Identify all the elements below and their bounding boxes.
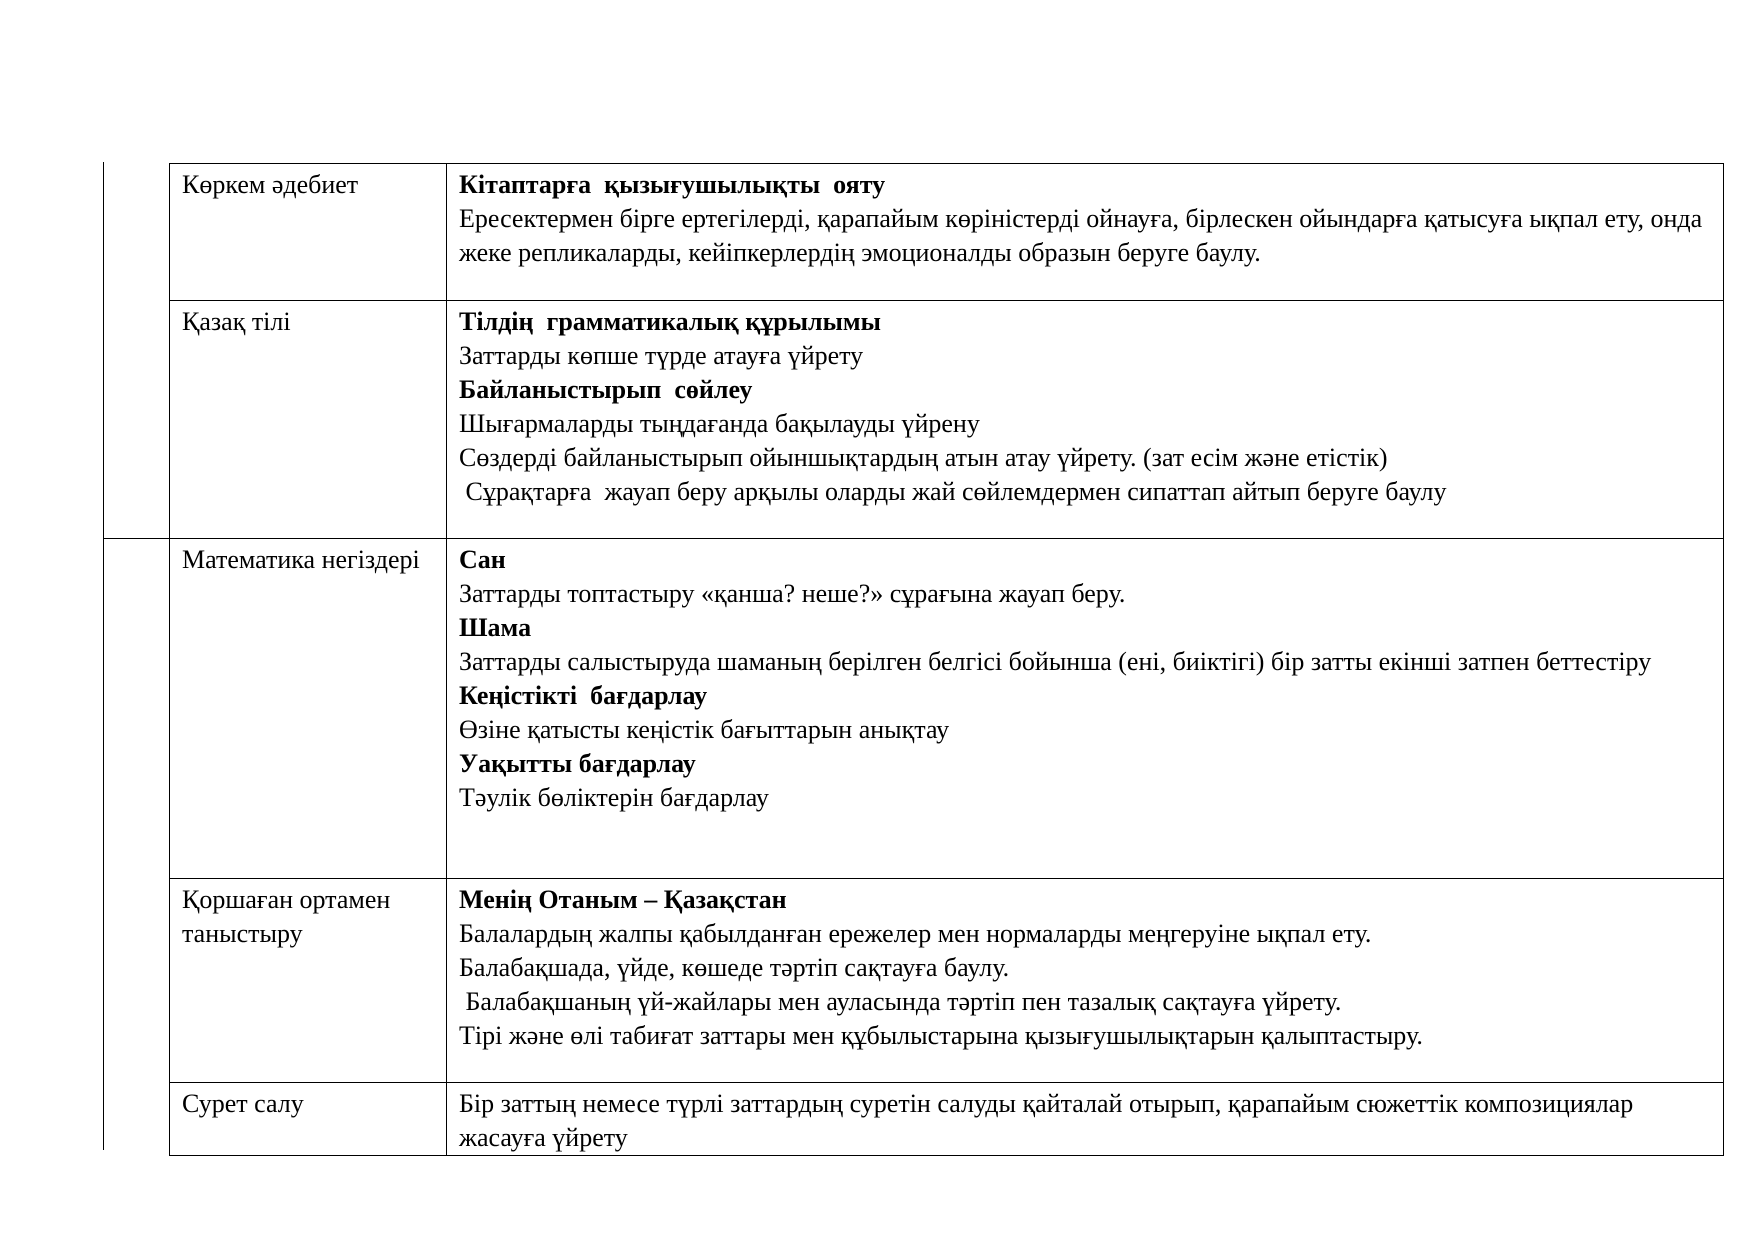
- section-heading: Менің Отаным – Қазақстан: [459, 885, 787, 914]
- section-heading: Кітаптарға қызығушылықты ояту: [459, 170, 886, 199]
- content-line: Тәулік бөліктерін бағдарлау: [459, 783, 769, 812]
- content-line: Заттарды топтастыру «қанша? неше?» сұрағына жауап беру.: [459, 579, 1126, 608]
- section-heading: Тілдің грамматикалық құрылымы: [459, 307, 881, 336]
- outer-row-divider: [103, 538, 169, 539]
- section-heading: Кеңістікті бағдарлау: [459, 681, 708, 710]
- outer-column-border: [103, 162, 104, 1150]
- content-line: Сұрақтарға жауап беру арқылы оларды жай сөйлемдермен сипаттап айтып беруге баулу: [459, 477, 1447, 506]
- content-cell: [447, 301, 1724, 539]
- table-row: [170, 1083, 1724, 1156]
- content-line: Балабақшада, үйде, көшеде тәртіп сақтауға баулу.: [459, 953, 1010, 982]
- subject-cell: Көркем әдебиет: [170, 164, 447, 301]
- subject-cell: Қазақ тілі: [170, 301, 447, 539]
- content-cell: [447, 539, 1724, 879]
- section-heading: Байланыстырып сөйлеу: [459, 375, 753, 404]
- section-heading: Шама: [459, 613, 532, 642]
- content-line: Шығармаларды тыңдағанда бақылауды үйрену: [459, 409, 980, 438]
- content-line: Сөздерді байланыстырып ойыншықтардың атын атау үйрету. (зат есім және етістік): [459, 443, 1388, 472]
- content-line: Балалардың жалпы қабылданған ережелер мен нормаларды меңгеруіне ықпал ету.: [459, 919, 1372, 948]
- subject-cell: Сурет салу: [170, 1083, 447, 1156]
- content-line: Заттарды салыстыруда шаманың берілген белгісі бойынша (ені, биіктігі) бір затты екінші затпен беттестіру: [459, 647, 1652, 676]
- content-cell: [447, 164, 1724, 301]
- curriculum-table: [169, 163, 1724, 1156]
- table-row: [170, 539, 1724, 879]
- content-line: Бір заттың немесе түрлі заттардың суретін салуды қайталай отырып, қарапайым сюжеттік композициялар жасауға үйрету: [459, 1089, 1640, 1152]
- table-row: [170, 164, 1724, 301]
- content-line: Балабақшаның үй-жайлары мен ауласында тәртіп пен тазалық сақтауға үйрету.: [459, 987, 1342, 1016]
- content-cell: [447, 1083, 1724, 1156]
- table-row: [170, 879, 1724, 1083]
- content-line: Ересектермен бірге ертегілерді, қарапайым көріністерді ойнауға, бірлескен ойындарға қатысуға ықпал ету, онда жеке репликаларды, кейіпкерлердің эмоционалды образын беруге баулу.: [459, 204, 1709, 267]
- section-heading: Сан: [459, 545, 506, 574]
- content-line: Өзіне қатысты кеңістік бағыттарын анықтау: [459, 715, 950, 744]
- section-heading: Уақытты бағдарлау: [459, 749, 696, 778]
- content-line: Заттарды көпше түрде атауға үйрету: [459, 341, 864, 370]
- content-cell: [447, 879, 1724, 1083]
- table-row: [170, 301, 1724, 539]
- subject-cell: Математика негіздері: [170, 539, 447, 879]
- content-line: Тірі және өлі табиғат заттары мен құбылыстарына қызығушылықтарын қалыптастыру.: [459, 1021, 1423, 1050]
- subject-cell: Қоршаған ортамен таныстыру: [170, 879, 447, 1083]
